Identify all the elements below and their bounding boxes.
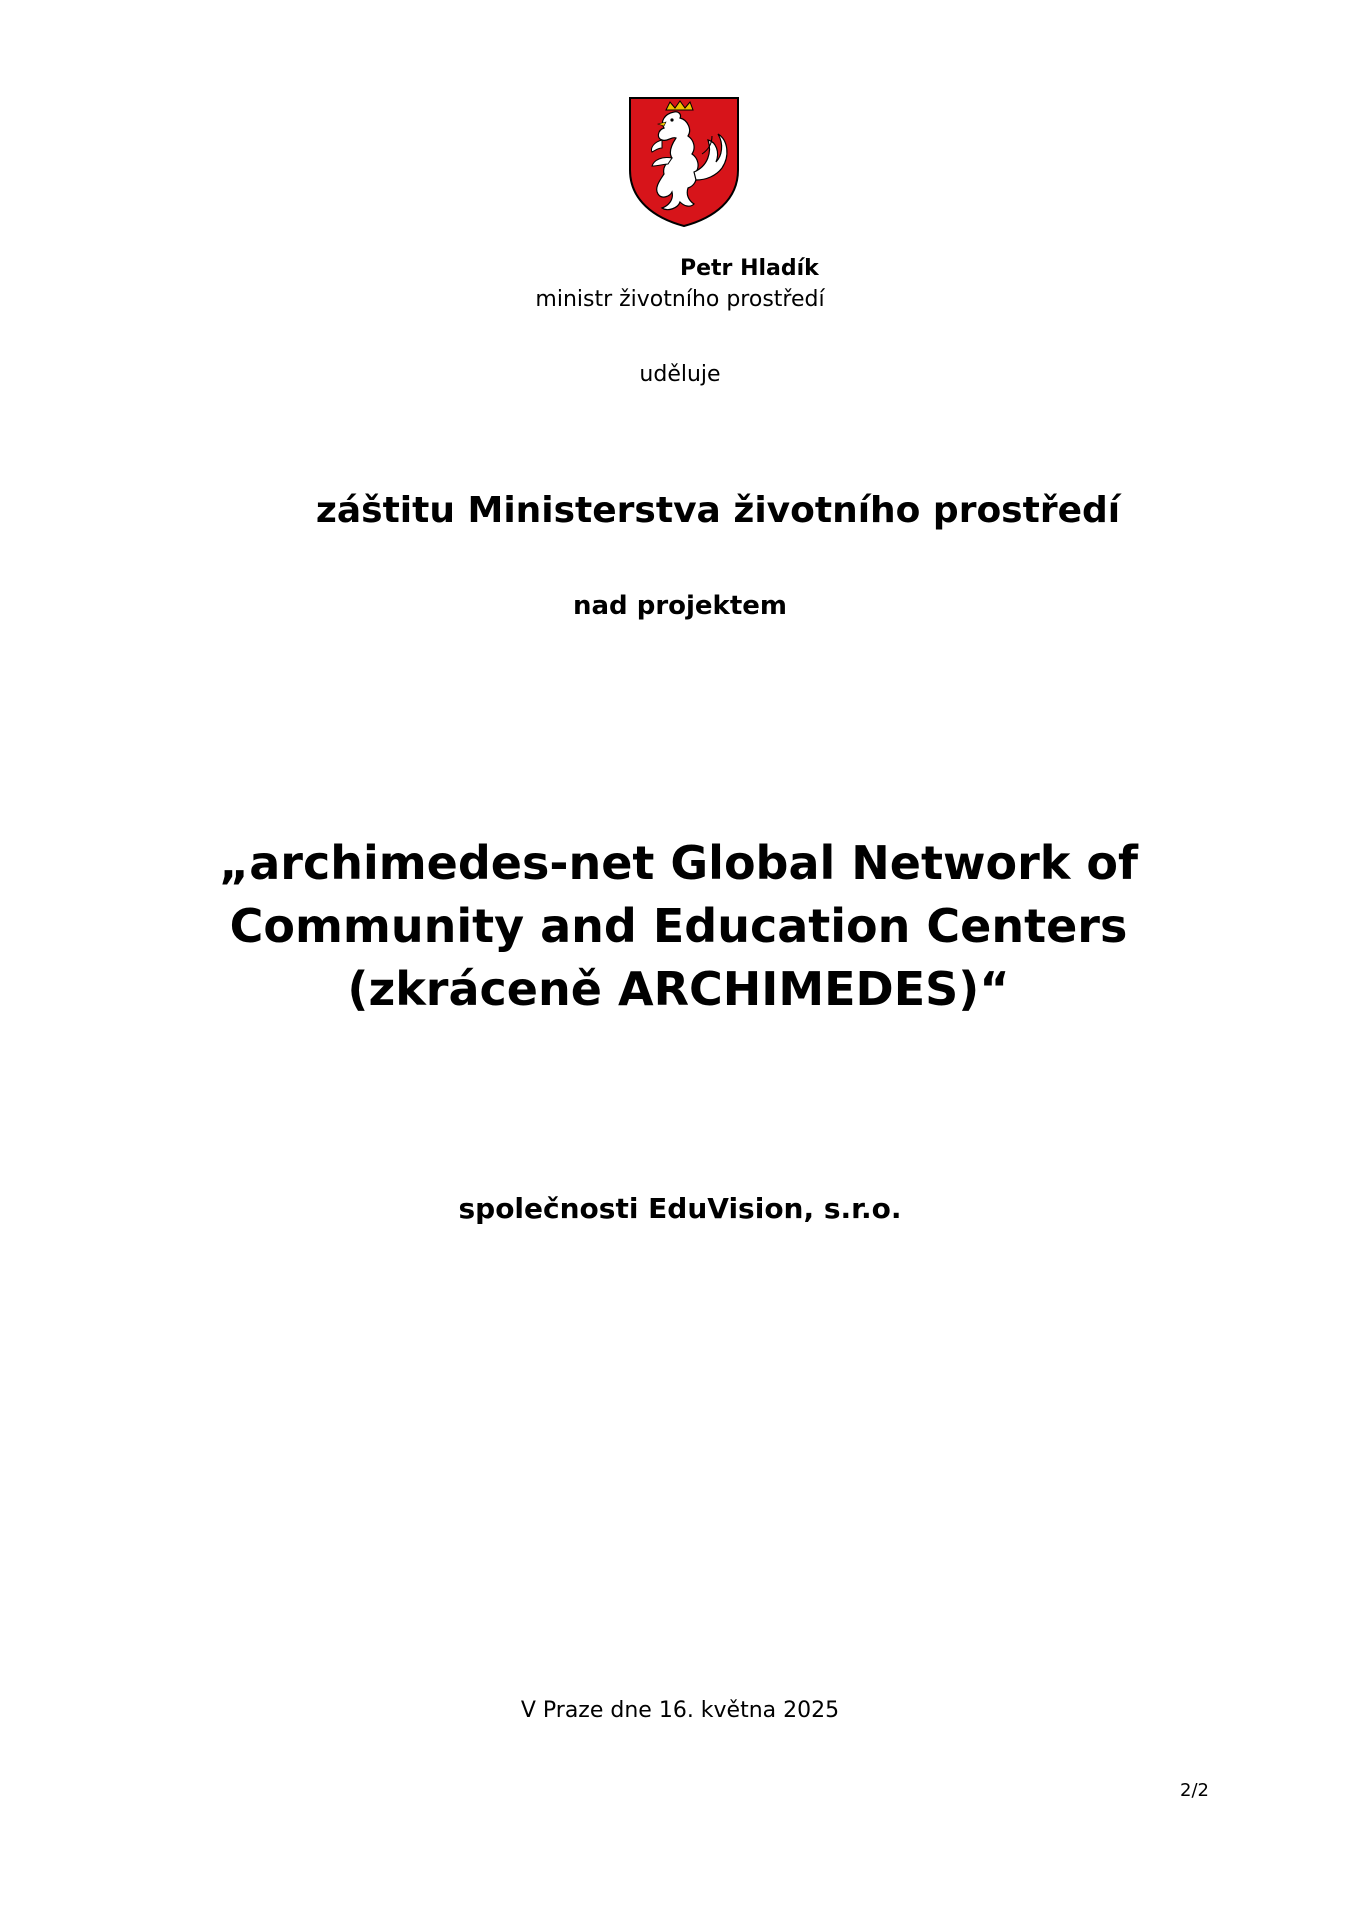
czech-coat-of-arms-icon xyxy=(628,96,740,228)
project-title-line-2: Community and Education Centers xyxy=(229,899,1128,953)
project-title-line-1: „archimedes-net Global Network of xyxy=(219,836,1138,890)
patronage-heading: záštitu Ministerstva životního prostředí xyxy=(315,490,1121,531)
minister-title: ministr životního prostředí xyxy=(535,287,825,312)
over-project-label: nad projektem xyxy=(572,591,788,621)
grants-verb: uděluje xyxy=(639,362,721,387)
project-title-line-3: (zkráceně ARCHIMEDES)“ xyxy=(347,962,1010,1016)
project-title xyxy=(0,832,1357,1021)
document-page: Petr Hladík ministr životního prostředí uděluje záštitu Ministerstva životního prostředí nad projektem „archimedes-net Global Network of Community and Education Centers (zkráceně ARCHIMEDES)“ společnosti EduVision, s.r.o. V Praze dne 16. května 2025 2/2 xyxy=(0,0,1357,1920)
page-number: 2/2 xyxy=(1180,1780,1209,1801)
company-name: společnosti EduVision, s.r.o. xyxy=(458,1192,902,1225)
date-place-line: V Praze dne 16. května 2025 xyxy=(520,1698,840,1723)
